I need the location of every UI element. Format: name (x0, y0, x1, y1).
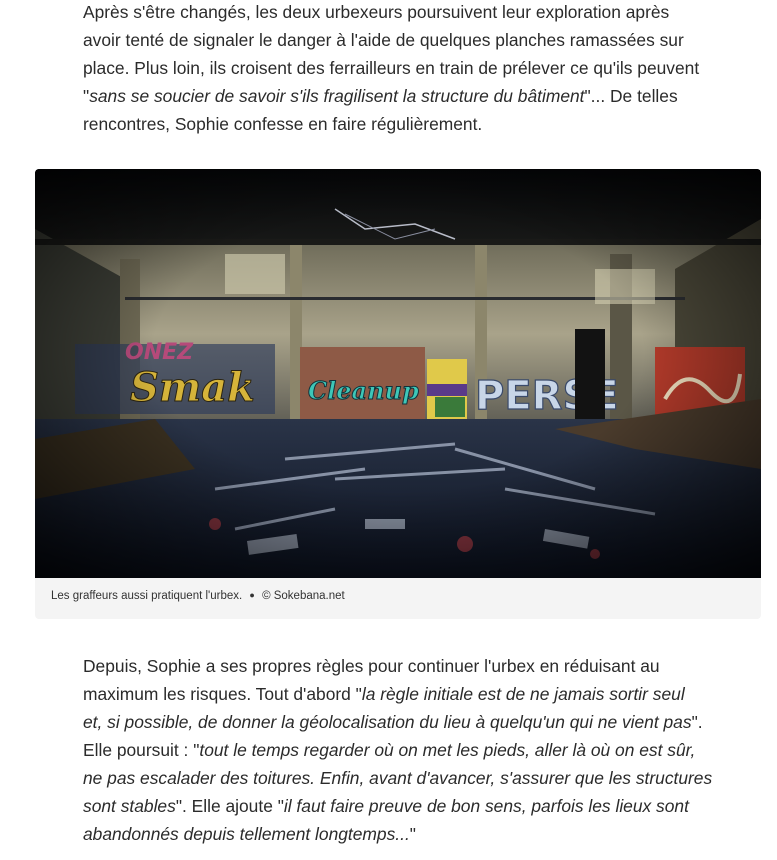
figure-caption (51, 590, 345, 602)
quote-text: sans se soucier de savoir s'ils fragilisent la structure du bâtiment (89, 86, 585, 106)
body-text: " (83, 86, 90, 106)
quote-text: la règle initiale est de ne jamais sortir seul (361, 684, 685, 704)
paragraph-line (83, 26, 723, 54)
body-text: ". (691, 712, 703, 732)
caption-separator-dot: ● (249, 590, 255, 600)
caption-credit: © Sokebana.net (262, 590, 345, 602)
paragraph-line (83, 652, 723, 680)
paragraph-line (83, 82, 723, 110)
body-text: ". Elle ajoute " (175, 796, 284, 816)
body-text: "... De telles (584, 86, 678, 106)
paragraph-line (83, 708, 723, 736)
paragraph-line (83, 54, 723, 82)
body-text: Après s'être changés, les deux urbexeurs poursuivent leur exploration après (83, 2, 670, 22)
paragraph-line (83, 0, 723, 26)
body-text: Depuis, Sophie a ses propres règles pour continuer l'urbex en réduisant au (83, 656, 660, 676)
article-paragraph-2 (83, 652, 723, 848)
paragraph-line (83, 764, 723, 792)
body-text: " (409, 824, 416, 844)
paragraph-line (83, 736, 723, 764)
article-paragraph-1 (83, 0, 723, 138)
quote-text: ne pas escalader des toitures. Enfin, avant d'avancer, s'assurer que les structures (83, 768, 713, 788)
caption-text: Les graffeurs aussi pratiquent l'urbex. (51, 590, 243, 602)
quote-text: et, si possible, de donner la géolocalisation du lieu à quelqu'un qui ne vient pas (83, 712, 692, 732)
quote-text: abandonnés depuis tellement longtemps... (83, 824, 410, 844)
body-text: place. Plus loin, ils croisent des ferrailleurs en train de prélever ce qu'ils peuvent (83, 58, 700, 78)
body-text: Elle poursuit : " (83, 740, 200, 760)
body-text: maximum les risques. Tout d'abord " (83, 684, 362, 704)
quote-text: tout le temps regarder où on met les pieds, aller là où on est sûr, (199, 740, 696, 760)
quote-text: il faut faire preuve de bon sens, parfois les lieux sont (283, 796, 689, 816)
paragraph-line (83, 792, 723, 820)
quote-text: sont stables (83, 796, 176, 816)
paragraph-line (83, 110, 723, 138)
paragraph-line (83, 680, 723, 708)
graffiti-warehouse-photo[interactable] (35, 169, 761, 578)
body-text: rencontres, Sophie confesse en faire régulièrement. (83, 114, 483, 134)
article-figure (35, 169, 761, 619)
paragraph-line (83, 820, 723, 848)
body-text: avoir tenté de signaler le danger à l'aide de quelques planches ramassées sur (83, 30, 684, 50)
